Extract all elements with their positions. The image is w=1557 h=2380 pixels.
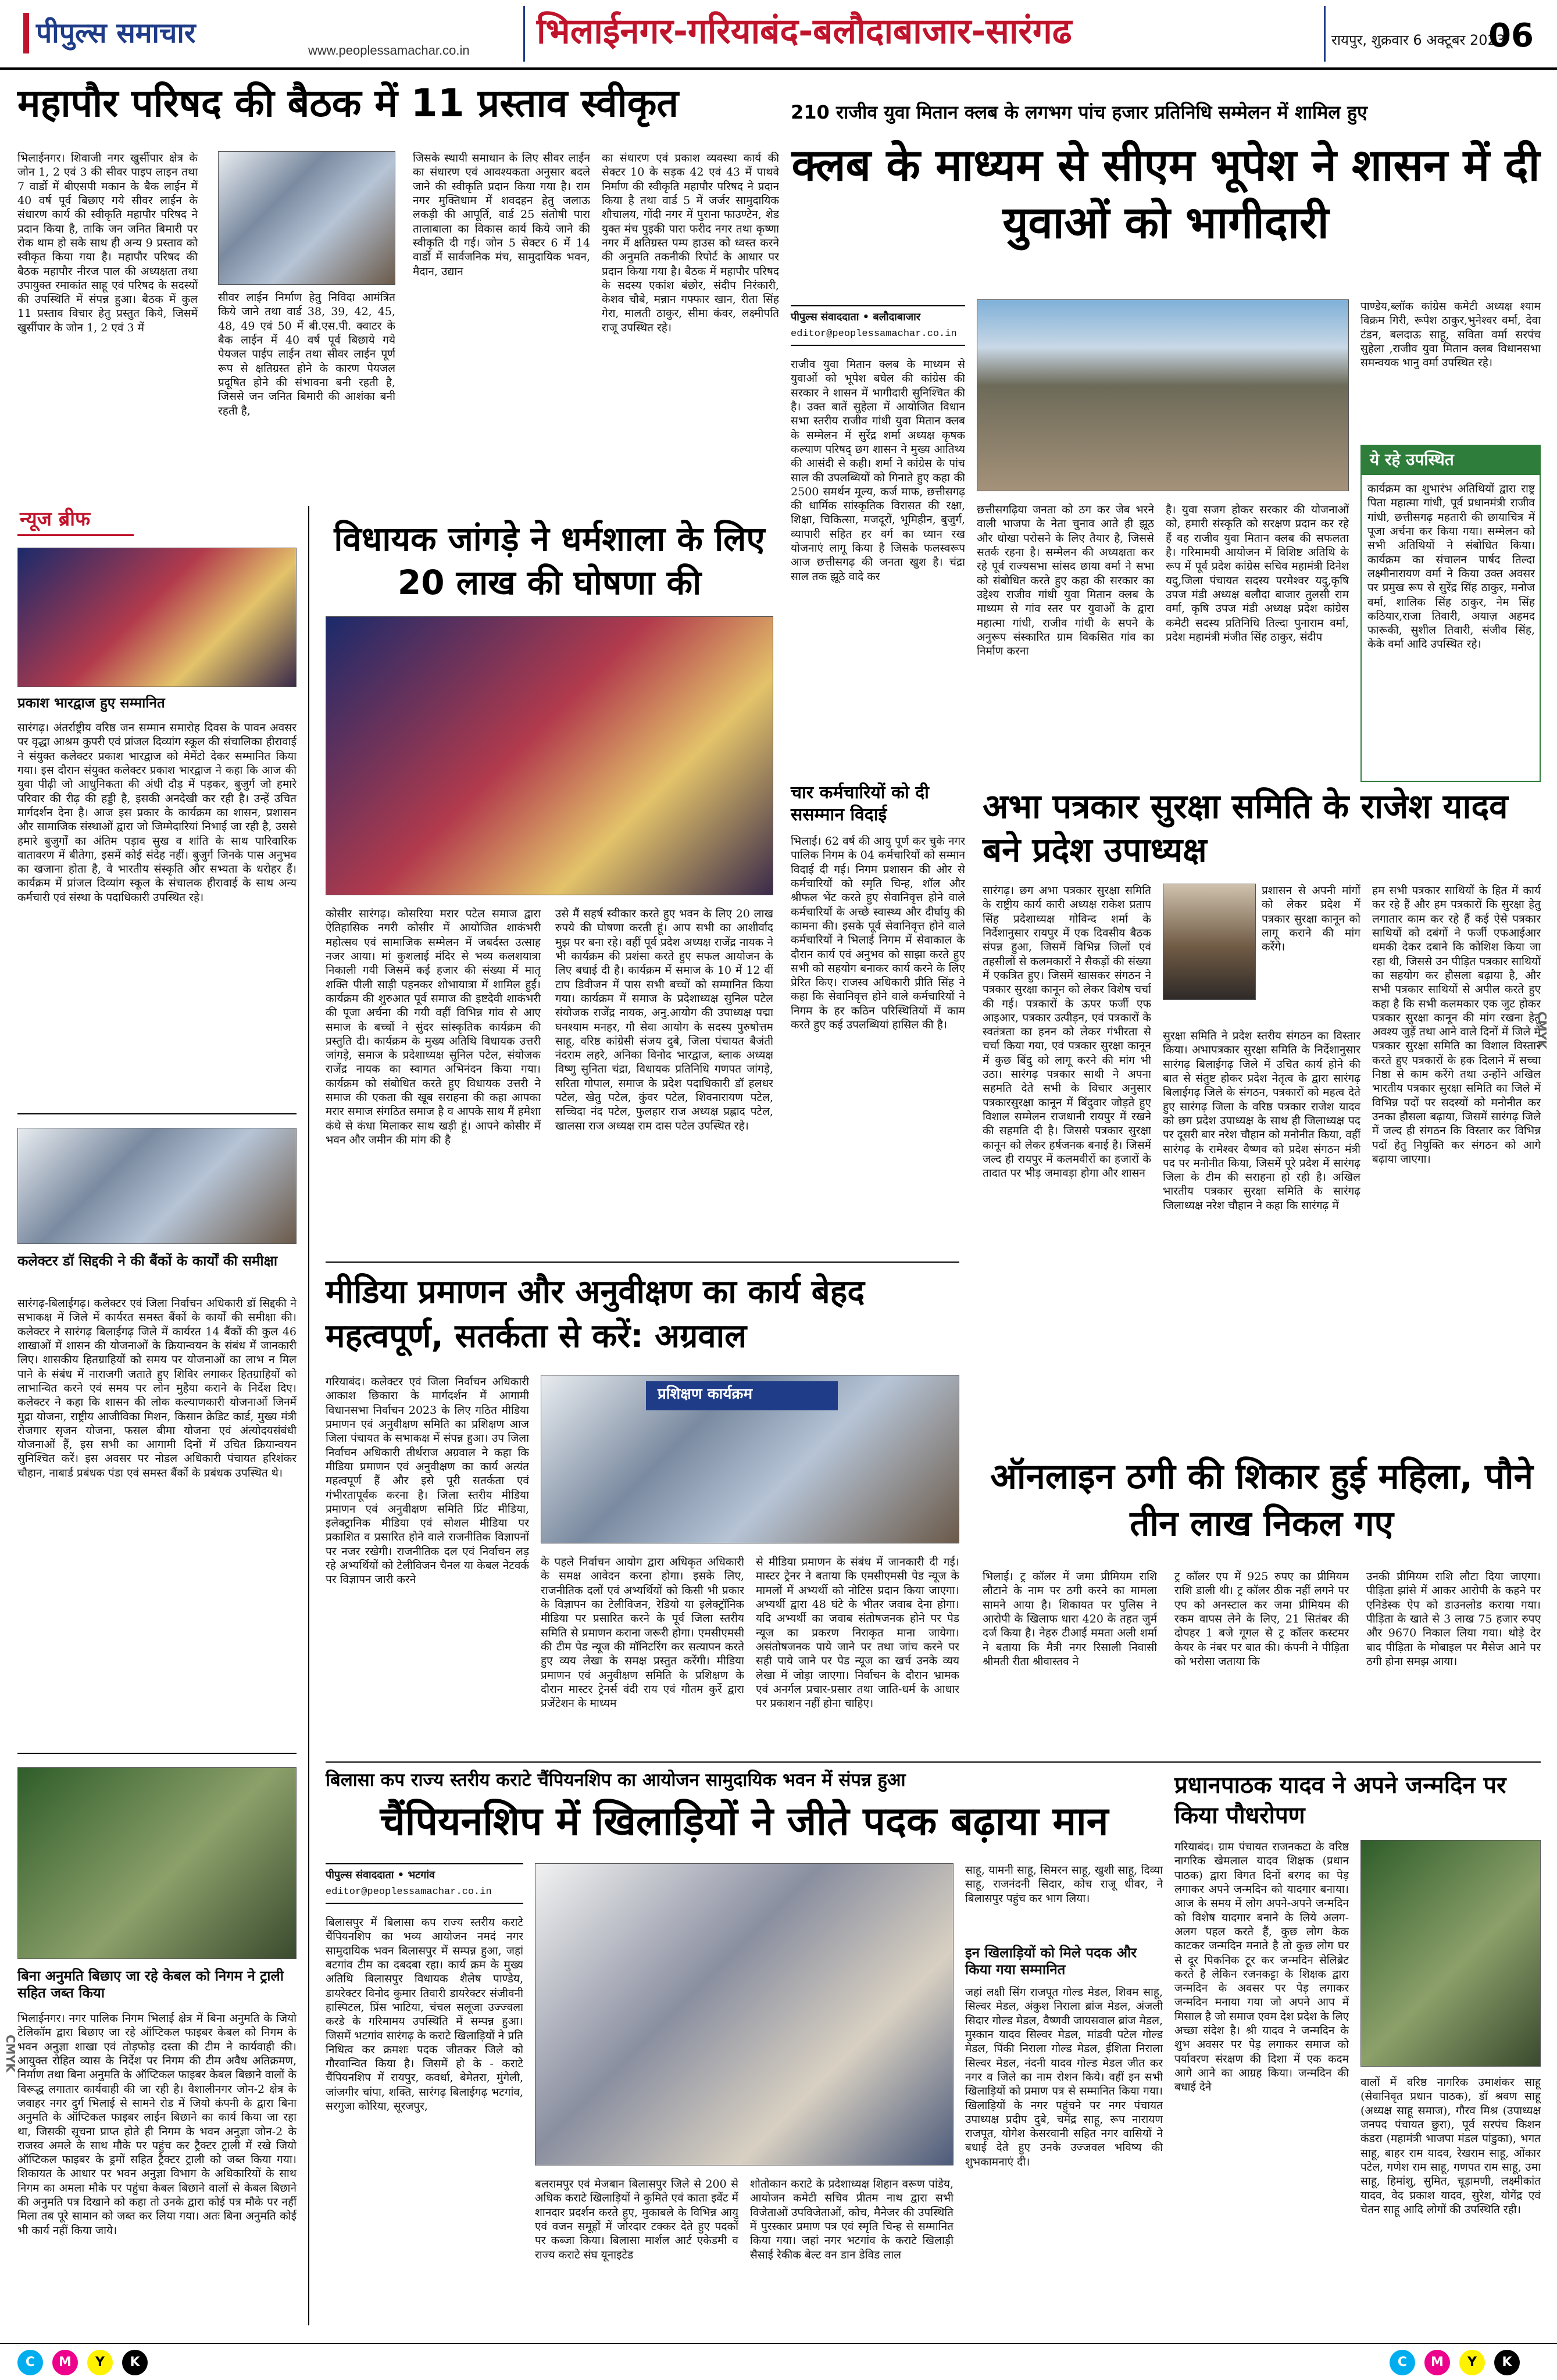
article-column: पाण्डेय,ब्लॉक कांग्रेस कमेटी अध्यक्ष श्याम विक्रम गिरी, रूपेश ठाकुर,भुनेश्वर वर्मा, देवा टंडन, बलदाऊ साहू, सविता वर्मा सरपंच सुहेला ,राजीव युवा मितान क्लब विधानसभा समन्वयक भानु वर्मा उपस्थित रहे। xyxy=(1360,300,1541,370)
article-photo xyxy=(977,299,1349,491)
region-banner xyxy=(523,6,1326,62)
logo-text: पीपुल्स समाचार xyxy=(36,17,196,49)
article-column: के पहले निर्वाचन आयोग द्वारा अधिकृत अधिकारी के समक्ष आवेदन करना होगा। इसके लिए, राजनीतिक दलों एवं अभ्यर्थियों को किसी भी प्रकार के विज्ञापन का टेलीविजन, रेडियो या इलेक्ट्रॉनिक मीडिया पर प्रसारित करने के पूर्व जिला स्तरीय समिति से प्रमाणन कराना जरूरी होगा। एमसीएमसी की टीम पेड न्यूज की मॉनिटरिंग कर सत्यापन करते हुए व्यय लेखा के समक्ष प्रस्तुत करेंगी। मीडिया प्रमाणन एवं अनुवीक्षण समिति के प्रशिक्षण के दौरान मास्टर ट्रेनर्स वंदी राय एवं गौतम कुर्रे द्वारा प्रजेंटेशन के माध्यम xyxy=(541,1556,744,1710)
article-column: प्रशासन से अपनी मांगों को लेकर प्रदेश में पत्रकार सुरक्षा कानून को लागू कराने की मांग करेंगे। xyxy=(1262,884,1360,954)
article-column: का संधारण एवं प्रकाश व्यवस्था कार्य की सेक्टर 10 के सड़क 42 एवं 43 में पाथवे निर्माण की स्वीकृति महापौर परिषद ने प्रदान किया है तथा वार्ड 5 में जर्जर सामुदायिक शौचालय, गोंदी नगर में पुराना फाउण्टेन, शेड युक्त मंच पुइकी पारा फरीद नगर तथा कृष्णा नगर में क्षतिग्रस्त पम्प हाउस को ध्वस्त करने की अनुमति तकनीकी रिपोर्ट के आधार पर प्रदान किया गया है। बैठक में महापौर परिषद के सदस्य एकांश बंछोर, संदीप निरंकारी, केशव चौबे, मन्नान गफ्फार खान, रीता सिंह गेरा, मालती ठाकुर, सीमा कंवर, लक्ष्मीपति राजू उपस्थित रहे। xyxy=(602,152,779,334)
article-column: सारंगढ़। छग अभा पत्रकार सुरक्षा समिति के राष्ट्रीय कार्य कारी अध्यक्ष राकेश प्रताप सिंह प्रदेशाध्यक्ष गोविन्द शर्मा के निर्देशानुसार रायपुर में एक दिवसीय बैठक संपन्न हुआ, जिसमें विभिन्न जिलों एवं तहसीलों से कलमकारों ने सैकड़ों की संख्या में एकत्रित हुए। जिसमें खासकर संगठन ने पत्रकार सुरक्षा कानून को लेकर विशेष चर्चा की गई। पत्रकारों के ऊपर फर्जी एफ आइआर, पत्रकार उत्पीड़न, एवं पत्रकारों के स्वतंत्रता का हनन को लेकर गंभीरता से चर्चा किया गया, एवं पत्रकार सुरक्षा कानून में कुछ बिंदु को लागू करने की मांग भी उठा। सारंगढ़ पत्रकार साथी ने अपना सहमति देते सभी के विचार अनुसार पत्रकारसुरक्षा कानून में बिंदुवार जोड़ते हुए विशाल सम्मेलन राजधानी रायपुर में रखने की सहमति दी है। जिससे पत्रकार सुरक्षा कानून को लेकर हर्षजनक बनाई है। जिसमें जल्द ही रायपुर में कलमवीरों का हजारों के तादात पर भीड़ जमावड़ा होगा और शासन xyxy=(983,884,1151,1180)
article-column: उसे मैं सहर्ष स्वीकार करते हुए भवन के लिए 20 लाख रुपये की घोषणा करती हूं। आप सभी का आशीर्वाद मुझ पर बना रहे। वहीं पूर्व प्रदेश अध्यक्ष राजेंद्र नायक ने भी कार्यक्रम की प्रशंसा करते हुए सफल आयोजन के लिए बधाई दी है। कार्यक्रम में समाज के 10 में 12 वीं टाप डिवीजन में पास सभी बच्चों को सम्मानित किया गया। कार्यक्रम में समाज के प्रदेशाध्यक्ष सुनिल पटेल संयोजक राजेंद्र नायक, अनु.आयोग की उपाध्यक्ष पद्मा घनश्याम मनहर, गौ सेवा आयोग के सदस्य पुरुषोत्तम साहू, वरिष्ठ कांग्रेसी संजय दुबे, जिला पंचायत बैजंती नंदराम लहरे, अनिका विनोद भारद्वाज, ब्लाक अध्यक्ष विष्णु सुनिता चंद्रा, विधायक प्रतिनिधि गणपत जांगड़े, सरिता गोपाल, समाज के प्रदेश पदाधिकारी डॉ हलधर पटेल, खेतु पटेल, कुंवर पटेल, शिवनारायण पटेल, सच्चिदा नंद पटेल, फुलहार राज अध्यक्ष प्रह्लाद पटेल, खालसा राज अध्यक्ष राम दास पटेल उपस्थित रहे। xyxy=(555,907,773,1132)
byline-email: editor@peoplessamachar.co.in xyxy=(791,328,957,340)
headline: चार कर्मचारियों को दी ससम्मान विदाई xyxy=(791,782,929,825)
yellow-swatch: Y xyxy=(1459,2350,1485,2375)
attendees-box-text: कार्यक्रम का शुभारंभ अतिथियों द्वारा राष्ट्र पिता महात्मा गांधी, पूर्व प्रधानमंत्री राजीव गांधी, छत्तीसगढ़ महतारी की छायाचित्र में पूजा अर्चना कर किया गया। सम्मेलन को सभी अतिथियों ने संबोधित किया। कार्यक्रम का संचालन पार्षद तिल्दा लक्ष्मीनारायण वर्मा ने किया उक्त अवसर पर प्रमुख रूप से सुरेंद्र सिंह ठाकुर, मनोज वर्मा, शालिक सिंह ठाकुर, नेम सिंह कठियार,राजा तिवारी, अयाज़ अहमद फारूकी, सुशील तिवारी, संजीव सिंह, केके वर्मा आदि उपस्थित रहे। xyxy=(1367,483,1535,651)
article-column: बलरामपुर एवं मेजबान बिलासपुर जिले से 200 से अधिक कराटे खिलाड़ियों ने कुमिते एवं काता इवेंट में शानदार प्रदर्शन करते हुए, मुकाबले के विभिन्न आयु एवं वजन समूहों में जोरदार टक्कर देते हुए पदकों पर कब्जा किया। बिलासा मार्शल आर्ट एकेडमी व राज्य कराटे संघ यूनाइटेड xyxy=(535,2178,738,2261)
attendees-box-title: ये रहे उपस्थित xyxy=(1370,450,1454,469)
attendees-box xyxy=(1360,445,1541,782)
article-photo xyxy=(326,616,773,895)
article-column: है। युवा सजग होकर सरकार की योजनाओं को, हमारी संस्कृति को सरक्षण प्रदान कर रहे हैं वह राजीव युवा मितान क्लब की सफलता है। गरिमामयी आयोजन में विशिष्ट अतिथि के रूप में पूर्व प्रदेश कांग्रेस सचिव महामंत्री दिनेश यदु,जिला पंचायत सदस्य परमेश्वर यदु,कृषि उपज मंडी अध्यक्ष बलौदा बाजार तुलसी राम वर्मा, कृषि उपज मंडी अध्यक्ष प्रदेश कांग्रेस कमेटी सदस्य प्रतिनिधि तिल्दा पुनाराम वर्मा, प्रदेश महामंत्री मंजीत सिंह ठाकुर, संदीप xyxy=(1166,503,1349,644)
article-column: शोतोकान कराटे के प्रदेशाध्यक्ष शिहान वरूण पांडेय, आयोजन कमेटी सचिव प्रीतम नाथ द्वारा सभी विजेताओं उपविजेताओं, कोच, मैनेजर की उपस्थिति में पुरस्कार प्रमाण पत्र एवं स्मृति चिन्ह से सम्मानित किया गया। जहां नगर भटगांव के कराटे खिलाड़ी सैसाई रेकीक बेल्ट वन डान डेविड लाल xyxy=(750,2178,954,2261)
logo xyxy=(23,10,279,57)
article-column: राजीव युवा मितान क्लब के माध्यम से युवाओं को भूपेश बघेल की कांग्रेस की सरकार ने शासन में भागीदारी सुनिश्चित की है। उक्त बातें सुहेला में आयोजित विधान सभा स्तरीय राजीव गांधी युवा मितान क्लब के सम्मेलन में सुरेंद्र शर्मा अध्यक्ष कृषक कल्याण परिषद् छग शासन ने मुख्य आतिथ्य की आसंदी से कही। शर्मा ने कांग्रेस के पांच साल की उपलब्धियों को गिनाते हुए कहा की 2500 समर्थन मूल्य, कर्ज माफ, छत्तीसगढ़ की धार्मिक सांस्कृतिक विरासत की रक्षा, शिक्षा, चिकित्सा, मजदूरों, भूमिहीन, बुजुर्ग, व्यापारी सहित हर वर्ग का ध्यान रख योजनाएं लागू किया है जिसके फलस्वरूप आज छत्तीसगढ़ की जनता खुश है। चंद्रा साल तक झूठे वादे कर xyxy=(791,358,965,583)
photo-banner-text: प्रशिक्षण कार्यक्रम xyxy=(658,1385,752,1403)
article-mayor-council xyxy=(17,81,779,488)
logo-mark xyxy=(23,13,29,53)
news-brief-column xyxy=(17,506,297,2325)
article-column: कोसीर सारंगढ़। कोसरिया मरार पटेल समाज द्वारा ऐतिहासिक नगरी कोसीर में आयोजित शाकंभरी महोत्सव एवं सामाजिक सम्मेलन में जबर्दस्त उत्साह नजर आया। मां कुशलाई मंदिर से भव्य कलशयात्रा निकाली गयी जिसमें कई हजार की संख्या में मातृ शक्ति पीली साड़ी पहनकर शोभायात्रा में शामिल हुईं। कार्यक्रम की शुरुआत पूर्व समाज की इष्टदेवी शाकंभरी की पूजा अर्चना की गयी वहीं विभिन्न गांव से आए समाज के बच्चों ने सुंदर सांस्कृतिक कार्यक्रम की प्रस्तुति दी। कार्यक्रम के मुख्य अतिथि विधायक उत्तरी जांगड़े, समाज के प्रदेशाध्यक्ष सुनिल पटेल, संयोजक राजेंद्र नायक का स्वागत अभिनंदन किया गया। कार्यक्रम को संबोधित करते हुए विधायक उत्तरी ने समाज की एकता की खूब सराहना की कहा आपका मरार समाज संगठित समाज है व आपके साथ मैं हमेशा कंधे से कंधा मिलाकर साथ खड़ी हूं। आपने कोसीर में भवन और जमीन की मांग की है xyxy=(326,907,541,1146)
brief-title: बिना अनुमति बिछाए जा रहे केबल को निगम ने ट्राली सहित जब्त किया xyxy=(17,1968,284,2001)
brief-text: सारंगढ़-बिलाईगढ़। कलेक्टर एवं जिला निर्वाचन अधिकारी डॉ सिद्दकी ने सभाकक्ष में जिले में कार्यरत समस्त बैंकों के कार्यों की समीक्षा की। कलेक्टर ने सारंगढ़ बिलाईगढ़ जिले में कार्यरत 14 बैंकों की कुल 46 शाखाओं में शासन की योजनाओं के क्रियान्वयन के संबंध में जानकारी लिए। शासकीय हितग्राहियों को समय पर योजनाओं का लाभ न मिल पाने के संबंध में नाराजगी जताते हुए शिविर लगाकर हितग्राहियों को लाभान्वित करने एवं समय पर लोन मुहैया कराने के निर्देश दिए। कलेक्टर ने कहा कि शासन की लोक कल्याणकारी योजनाओं जिनमें मुद्रा योजना, राष्ट्रीय आजीविका मिशन, किसान क्रेडिट कार्ड, मुख्य मंत्री रोजगार सृजन योजना, फसल बीमा योजना एवं अंत्योदयसंबंधी योजनाओं हैं, इस सभी का आगामी दिनों में उचित क्रियान्वयन सुनिश्चित करें। इस अवसर पर नोडल अधिकारी पंचायत हरिशंकर चौहान, नाबार्ड प्रबंधक पंडा एवं समस्त बैंकों के प्रबंधक उपस्थित थे। xyxy=(17,1297,297,1480)
headline: ऑनलाइन ठगी की शिकार हुई महिला, पौने तीन लाख निकल गए xyxy=(990,1456,1533,1544)
photo-banner xyxy=(646,1381,838,1410)
article-photo xyxy=(1360,1840,1541,2067)
headline: क्लब के माध्यम से सीएम भूपेश ने शासन में दी युवाओं को भागीदारी xyxy=(791,139,1540,248)
headline: प्रधानपाठक यादव ने अपने जन्मदिन पर किया पौधरोपण xyxy=(1174,1772,1506,1829)
article-yuva-mitan xyxy=(791,102,1541,782)
brief-text: सारंगढ़। अंतर्राष्ट्रीय वरिष्ठ जन सम्मान समारोह दिवस के पावन अवसर पर वृद्धा आश्रम कुपरी एवं प्रांजल दिव्यांग स्कूल की संचालिका हीरावाई ने संयुक्त कलेक्टर प्रकाश भारद्वाज को मेमेंटो देकर सम्मानित किया गया। इस दौरान संयुक्त कलेक्टर प्रकाश भारद्वाज ने कहा कि आज की युवा पीढ़ी जो आधुनिकता की अंधी दौड़ में पड़कर, बुजुर्ग जो हमारे परिवार की रीढ़ की हड्डी है, इसकी अनदेखी कर रही है। उन्हें उचित मार्गदर्शन देना है। आज इस प्रकार के कार्यक्रम का शासन, प्रशासन और सामाजिक संस्थाओं द्वारा जो जिम्मेदारियां निभाई जा रही है, उससे हमारे बुजुर्गों का अंतिम पड़ाव सुख व शांति के साथ पारिवारिक वातावरण में बीतेगा, इसमें कोई संदेह नहीं। बुजुर्ग जिनके पास अनुभव का खजाना होता है, वे भारतीय संस्कृति और सभ्यता के धरोहर हैं। कार्यक्रम में प्रांजल दिव्यांग स्कूल के संचालक हीरावाई के साथ अन्य कर्मचारी एवं संस्था के पदाधिकारी उपस्थित रहे। xyxy=(17,721,297,904)
article-online-fraud xyxy=(983,1453,1541,1756)
article-tree-planting xyxy=(1174,1770,1541,2328)
article-column: उनकी प्रीमियम राशि लौटा दिया जाएगा। पीड़िता झांसे में आकर आरोपी के कहने पर एनिडेस्क ऐप को डाउनलोड कराया गया। पीड़िता के खाते से 3 लाख 75 हजार रुपए और 9670 निकाल लिया गया। थोड़े देर बाद पीड़िता के मोबाइल पर मैसेज आने पर ठगी होना समझ आया। xyxy=(1366,1570,1541,1668)
article-column: जिसके स्थायी समाधान के लिए सीवर लाईन का संधारण एवं आवश्यकता अनुसार बदले जाने की स्वीकृति प्रदान किया गया है। राम नगर मुक्तिधाम में शवदहन हेतु जलाऊ लकड़ी की आपूर्ति, वार्ड 25 संतोषी पारा तालाबाला का विकास कार्य किये जाने की स्वीकृति दी गई। जोन 5 सेक्टर 6 में 14 वार्डो में सार्वजनिक मंच, सामुदायिक भवन, मैदान, उद्यान xyxy=(413,152,590,278)
cmyk-group-left xyxy=(17,2350,169,2375)
news-brief-label xyxy=(17,506,134,536)
subheading: इन खिलाड़ियों को मिले पदक और किया गया सम्मानित xyxy=(965,1945,1137,1978)
byline-email: editor@peoplessamachar.co.in xyxy=(326,1886,492,1897)
yellow-swatch: Y xyxy=(87,2350,113,2375)
headline: महापौर परिषद की बैठक में 11 प्रस्ताव स्वीकृत xyxy=(17,81,679,126)
kicker: 210 राजीव युवा मितान क्लब के लगभग पांच हजार प्रतिनिधि सम्मेलन में शामिल हुए xyxy=(791,101,1367,123)
side-cmyk-right: CMYK xyxy=(1535,1012,1549,1049)
brief-title: कलेक्टर डॉ सिद्दकी ने की बैंकों के कार्यों की समीक्षा xyxy=(17,1253,278,1269)
headline: विधायक जांगड़े ने धर्मशाला के लिए 20 लाख की घोषणा की xyxy=(334,519,765,603)
article-column: वालों में वरिष्ठ नागरिक उमाशंकर साहू (सेवानिवृत प्रधान पाठक), डॉ श्रवण साहू (अध्यक्ष साहू समाज), गौरव मिश्र (उपाध्यक्ष जनपद पंचायत छुरा), पूर्व सरपंच किशन कंडरा (महामंत्री भाजपा मंडल पांडुका), भगत साहू, बाहर राम यादव, रेखराम साहू, ओंकार पटेल, गणेश राम साहू, गणपत राम साहू, उमा साहू, हिमांशु, सुमित, चूड़ामणी, लक्ष्मीकांत यादव, वेद प्रकाश यादव, सुरेश, योगेंद्र एवं चेतन साहू आदि लोगों की उपस्थिति रही। xyxy=(1360,2076,1541,2216)
brief-photo xyxy=(17,1767,297,1959)
byline-text: पीपुल्स संवाददाता • बलौदाबाजार xyxy=(791,311,921,323)
article-journalist xyxy=(983,785,1541,1442)
article-column: भिलाई। ट्र कॉलर में जमा प्रीमियम राशि लौटाने के नाम पर ठगी करने का मामला सामने आया है। शिकायत पर पुलिस ने आरोपी के खिलाफ धारा 420 के तहत जुर्म दर्ज किया है। नेहरु टीआई ममता अली शर्मा ने बताया कि मैत्री नगर रिसाली निवासी श्रीमती रीता श्रीवास्तव ने xyxy=(983,1570,1157,1668)
headline: चैंपियनशिप में खिलाड़ियों ने जीते पदक बढ़ाया मान xyxy=(380,1799,1109,1845)
article-dharmshala xyxy=(326,517,773,1256)
region-title: भिलाईनगर-गरियाबंद-बलौदाबाजार-सारंगढ xyxy=(537,11,1072,52)
site-url: www.peoplessamachar.co.in xyxy=(308,43,470,58)
black-swatch: K xyxy=(1494,2350,1520,2375)
article-column: सुरक्षा समिति ने प्रदेश स्तरीय संगठन का विस्तार किया। अभापत्रकार सुरक्षा समिति के निर्देशानुसार सारंगढ़ बिलाईगढ़ जिले में उचित कार्य होने की बात से संतुष्ट होकर प्रदेश नेतृत्व के द्वारा सारंगढ़ बिलाईगढ़ जिले के संगठन, पत्रकारों को महत्व देते हुए सारंगढ़ जिला के वरिष्ठ पत्रकार राजेश यादव को छग प्रदेश उपाध्यक्ष के साथ ही जिलाध्यक्ष पद पर दूसरी बार नरेश चौहान को मनोनीत किया, वहीं सारंगढ़ के रामेश्वर वैष्णव को प्रदेश संगठन मंत्री पद पर मनोनीत किया, जिसमें पूरे प्रदेश में सारंगढ़ जिला के टीम की सराहना हो रही है। अखिल भारतीय पत्रकार सुरक्षा समिति के सारंगढ़ जिलाध्यक्ष नरेश चौहान ने कहा कि सारंगढ़ में xyxy=(1163,1030,1360,1212)
article-column: छत्तीसगढ़िया जनता को ठग कर जेब भरने वाली भाजपा के नेता चुनाव आते ही झूठ और धोखा परोसने के लिए तैयार है, जिससे सतर्क रहना है। सम्मेलन की अध्यक्षता कर रहे पूर्व राज्यसभा सांसद छाया वर्मा ने सभा को संबोधित करते हुए कहा की सरकार का उद्देश्य राजीव गांधी युवा मितान क्लब के माध्यम से गांव स्तर पर युवाओं के द्वारा महात्मा गांधी, राजीव गांधी के सपने के अनुरूप संस्कारित ग्राम विकसित गांव का निर्माण करना xyxy=(977,503,1154,658)
cmyk-footer xyxy=(0,2343,1557,2380)
magenta-swatch: M xyxy=(1424,2350,1450,2375)
article-column: से मीडिया प्रमाणन के संबंध में जानकारी दी गई। मास्टर ट्रेनर ने बताया कि एमसीएमसी पेड न्यूज के मामलों में अभ्यर्थी को नोटिस प्रदान किया जाएगा। अभ्यर्थी द्वारा 48 घंटे के भीतर जवाब देना होगा। यदि अभ्यर्थी का जवाब संतोषजनक होने पर पेड न्यूज का प्रकरण निराकृत माना जायेगा। असंतोषजनक पाये जाने पर तथा जांच करने पर सही पाये जाने पर पेड न्यूज का खर्च उनके व्यय लेखा में जोड़ा जाएगा। निर्वाचन के दौरान भ्रामक एवं अनर्गल प्रचार-प्रसार तथा जाति-धर्म के आधार पर प्रकाशन नहीं होना चाहिए। xyxy=(756,1556,959,1710)
article-column: जहां लक्षी सिंग राजपूत गोल्ड मेडल, शिवम साहू, सिल्वर मेडल, अंकुश निराला ब्रांज मेडल, अंजली सिदार गोल्ड मेडल, वैष्णवी जायसवाल ब्रांज मेडल, मुस्कान यादव सिल्वर मेडल, मांडवी पटेल गोल्ड मेडल, पिंकी निराला गोल्ड मेडल, ईशिता निराला सिल्वर मेडल, नंदनी यादव गोल्ड मेडल जीत कर नगर व जिले का नाम रोशन किये। वहीं इन सभी खिलाड़ियों को प्रमाण पत्र से सम्मानित किया गया। खिलाड़ियों के नगर पहुंचने पर नगर पंचायत उपाध्यक्ष प्रदीप दुबे, चमेंद्र साहू, रूप नारायण राजपूत, योगेश केसरवानी सहित नगर वासियों ने बधाई देते हुए उनके उज्जवल भविष्य की शुभकामनाएं दी। xyxy=(965,1986,1163,2168)
divider xyxy=(17,1113,297,1114)
article-photo xyxy=(541,1375,959,1543)
byline xyxy=(326,1863,523,1904)
article-column: भिलाई। 62 वर्ष की आयु पूर्ण कर चुके नगर पालिक निगम के 04 कर्मचारियों को सम्मान विदाई दी गई। निगम प्रशासन की ओर से कर्मचारियों को स्मृति चिन्ह, शॉल और श्रीफल भेंट करते हुए सेवानिवृत्त होने वाले कर्मचारियों के अच्छे स्वास्थ्य और दीर्घायु की कामना की। इसके पूर्व सेवानिवृत्त होने वाले कर्मचारियों ने भिलाई निगम में सेवाकाल के दौरान कार्य एवं अनुभव को साझा करते हुए सभी को सहयोग बनाकर कार्य करने के लिए प्रेरित किए। राजस्व अधिकारी प्रीति सिंह ने कहा कि सेवानिवृत्त होने वाले कर्मचारियों ने निगम के हर कठिन परिस्थितियों में काम करते हुए कई उपलब्धियां हासिल की है। xyxy=(791,835,965,1032)
divider xyxy=(326,1262,959,1263)
article-photo xyxy=(535,1863,954,2165)
brief-photo xyxy=(17,548,297,687)
cmyk-group-right xyxy=(1390,2350,1541,2375)
headline: मीडिया प्रमाणन और अनुवीक्षण का कार्य बेहद महत्वपूर्ण, सतर्कता से करें: अग्रवाल xyxy=(326,1273,865,1355)
article-column: ट्र कॉलर एप में 925 रुपए का प्रीमियम राशि डाली थी। ट्र कॉलर ठीक नहीं लगने पर एप को अनस्टाल कर जमा प्रीमियम की रकम वापस लेने के लिए, 21 सितंबर की दोपहर 1 बजे गूगल से ट्र कॉलर कस्टमर केयर के नंबर पर बात की। कंपनी ने पीड़िता को भरोसा जताया कि xyxy=(1174,1570,1349,1668)
article-column: भिलाईनगर। शिवाजी नगर खुर्सीपार क्षेत्र के जोन 1, 2 एवं 3 की सीवर पाइप लाइन तथा 7 वार्डो में बीएसपी मकान के बैक लाईन में 40 वर्ष पूर्व बिछाए गये सीवर लाईन के संधारण कार्य की स्वीकृति महापौर परिषद ने प्रदान किया है, ताकि जन जनित बिमारी पर रोक थाम हो सके साथ ही अन्य 9 प्रस्ताव को स्वीकृत किया गया है। महापौर परिषद की बैठक महापौर नीरज पाल की अध्यक्षता तथा उपायुक्त रमाकांत साहू एवं परिषद के सदस्यों की उपस्थिति में संपन्न हुआ। बैठक में कुल 11 प्रस्ताव विचार हेतु प्रस्तुत किये, जिसमें खुर्सीपार के जोन 1, 2 एवं 3 में xyxy=(17,152,198,334)
article-karate xyxy=(326,1770,1163,2328)
article-retirement xyxy=(791,782,965,1276)
article-column: गरियाबंद। ग्राम पंचायत राजनकटा के वरिष्ठ नागरिक खेमलाल यादव शिक्षक (प्रधान पाठक) द्वारा विगत दिनों बरगद का पेड़ लगाकर अपने जन्मदिन को यादगार बनाया। आज के समय में लोग अपने-अपने जन्मदिन को विशेष यादगार बनाने के लिये अलग-अलग पहल करते हैं, कुछ लोग केक काटकर जन्मदिन मनाते है तो कुछ लोग घर से दूर पिकनिक टूर कर जन्मदिन सेलिब्रेट करते है लेकिन रजनकट्टा के शिक्षक द्वारा जन्मदिन के अवसर पर पेड़ लगाकर जन्मदिन मनाया गया जो अपने आप में मिसाल है जो समाज एवम देश प्रदेश के लिए अच्छा संदेश है। श्री यादव ने जन्मदिन के शुभ अवसर पर पेड़ लगाकर समाज को पर्यावरण संरक्षण की दिशा में एक कदम आगे आने का आग्रह किया। जन्मदिन की बधाई देने xyxy=(1174,1841,1349,2094)
side-cmyk-left: CMYK xyxy=(3,2035,17,2072)
black-swatch: K xyxy=(122,2350,148,2375)
issue-date: रायपुर, शुक्रवार 6 अक्टूबर 2023 xyxy=(1331,32,1506,48)
headline: अभा पत्रकार सुरक्षा समिति के राजेश यादव बने प्रदेश उपाध्यक्ष xyxy=(983,787,1508,870)
divider xyxy=(326,1761,1541,1763)
cyan-swatch: C xyxy=(17,2350,43,2375)
journalist-photo xyxy=(1163,884,1256,1000)
article-column: हम सभी पत्रकार साथियों के हित में कार्य कर रहे हैं और हम पत्रकारों कि सुरक्षा हेतु लगातार काम कर रहे हैं कई ऐसे पत्रकार साथियों को दबंगों ने फर्जी एफआईआर धमकी देकर दबाने कि कोशिश किया जा रहा थी, जिससे उन पीड़ित पत्रकार साथियों का सहयोग कर हौसला बढ़ाया है, और सभी पत्रकार साथियों से अपील करते हुए कहा है कि सभी कलमकार एक जुट होकर पत्रकार सुरक्षा कानून की मांग रखना हेतु अवश्य जुड़ें तथा आने वाले दिनों में जिले में पत्रकार सुरक्षा समिति का विशाल विस्तार करते हुए पत्रकारों के हक दिलाने में सच्चा निष्ठा से काम करेंगे तथा उन्होंने अखिल भारतीय पत्रकार सुरक्षा समिति का जिले में विभिन्न पदों पर सदस्यों को मनोनीत कर उनका हौसला बढ़ाया, जिसमें सारंगढ़ जिले में जल्द ही संगठन कि विस्तार कर विभिन्न पदों हेतु नियुक्ति कर संगठन को आगे बढ़ाया जाएगा। xyxy=(1372,884,1541,1166)
article-column: गरियाबंद। कलेक्टर एवं जिला निर्वाचन अधिकारी आकाश छिकारा के मार्गदर्शन में आगामी विधानसभा निर्वाचन 2023 के लिए गठित मीडिया प्रमाणन एवं अनुवीक्षण समिति का प्रशिक्षण आज जिला पंचायत के सभाकक्ष में संपन्न हुआ। उप जिला निर्वाचन अधिकारी तीर्थराज अग्रवाल ने कहा कि मीडिया प्रमाणन एवं अनुवीक्षण का कार्य अत्यंत महत्वपूर्ण हैं और इसे पूरी सतर्कता एवं गंभीरतापूर्वक करना है। जिला स्तरीय मीडिया प्रमाणन एवं अनुवीक्षण समिति प्रिंट मीडिया, इलेक्ट्रानिक मीडिया एवं सोशल मीडिया पर प्रकाशित व प्रसारित होने वाले राजनीतिक विज्ञापनों पर नजर रखेगी। राजनीतिक दल एवं निर्वाचन लड़ रहे अभ्यर्थियों को टेलीविजन चैनल या केबल नेटवर्क पर विज्ञापन जारी करने xyxy=(326,1375,529,1586)
cyan-swatch: C xyxy=(1390,2350,1415,2375)
masthead xyxy=(0,0,1557,70)
byline xyxy=(791,305,965,346)
column-divider xyxy=(308,506,309,2325)
brief-photo xyxy=(17,1128,297,1244)
article-column: बिलासपुर में बिलासा कप राज्य स्तरीय कराटे चैंपियनशिप का भव्य आयोजन नमदं नगर सामुदायिक भवन बिलासपुर में सम्पन्न हुआ, जहां बटगांव टीम का दबदबा रहा। कार्य क्रम के मुख्य अतिथि बिलासपुर विधायक शैलेष पाण्डेय, डायरेक्टर विनोद कुमार तिवारी डायरेक्टर संजीवनी हास्पिटल, प्रिंस भाटिया, चंचल सलूजा उज्ज्वला करडे के गरिमामय उपस्थिति में सम्पन्न हुआ। जिसमें भटगांव सारंगढ़ के कराटे खिलाड़ियों ने प्रति निधित्व कर क्रमशः पदक जीतकर जिले को गौरवान्वित किया है। जिसमें हो के - कराटे चैंपियनशिप में रायपुर, कवर्धा, बेमेतरा, मुंगेली, जांजगीर चांपा, शक्ति, सारंगढ़ बिलाईगढ़ भटगांव, सरगुजा कोरिया, सूरजपुर, xyxy=(326,1916,523,2113)
divider xyxy=(17,1753,297,1754)
attendees-box-header xyxy=(1362,446,1540,475)
article-column: सीवर लाईन निर्माण हेतु निविदा आमंत्रित किये जाने तथा वार्ड 38, 39, 42, 45, 48, 49 एवं 50 में बी.एस.पी. क्वाटर के बैक लाईन में 40 वर्ष पूर्व बिछाये गये पेयजल पाईप लाईन तथा सीवर लाईन पूर्ण रूप से क्षतिग्रस्त होने के कारण पेयजल प्रदूषित होने की संभावना बनी रहती है, जिससे जन जनित बिमारी की आशंका बनी रहती है, xyxy=(218,291,395,417)
page-number: 06 xyxy=(1488,17,1534,55)
brief-text: भिलाईनगर। नगर पालिक निगम भिलाई क्षेत्र में बिना अनुमति के जियो टेलिकॉम द्वारा बिछाए जा रहे ऑप्टिकल फाइबर केबल को निगम के भवन अनुज्ञा शाखा एवं तोड़फोड़ दस्ता की टीम ने कार्यवाही की। आयुक्त रोहित व्यास के निर्देश पर निगम की टीम अवैध अतिक्रमण, निर्माण तथा बिना अनुमति के ऑप्टिकल फाइबर केबल बिछाने वालों के विरूद्ध लगातार कार्यवाही की जा रही है। वैशालीनगर जोन-2 क्षेत्र के जवाहर नगर दुर्ग भिलाई से सामने रोड में जियो कंपनी के द्वारा बिना अनुमति के ऑप्टिकल फाइबर लाईन बिछाने का कार्य किया जा रहा था, जिसकी सूचना प्राप्त होते ही निगम के भवन अनुज्ञा जोन-2 के राजस्व अमले के साथ मौके पर पहुंच कर ट्रैक्टर ट्राली में रखे जियो ऑप्टिकल फाइबर के ड्रमों सहित ट्रैक्टर ट्राली को जब्त किया गया। शिकायत के आधार पर भवन अनुज्ञा विभाग के अधिकारियों के साथ निगम का अमला मौके पर पहुंचा केबल बिछाने वालों से केबल बिछाने की अनुमति पत्र दिखाने को कहा तो उनके द्वारा कोई पत्र मौके पर नहीं मिला तब पूरे सामान को जब्त कर लिया गया। अतः बिना अनुमति कोई भी कार्य नहीं किया जाये। xyxy=(17,2012,297,2237)
article-media-certification xyxy=(326,1270,959,1747)
article-photo xyxy=(218,151,395,285)
kicker: बिलासा कप राज्य स्तरीय कराटे चैंपियनशिप का आयोजन सामुदायिक भवन में संपन्न हुआ xyxy=(326,1770,906,1791)
brief-title: प्रकाश भारद्वाज हुए सम्मानित xyxy=(17,695,165,711)
byline-text: पीपुल्स संवाददाता • भटगांव xyxy=(326,1869,435,1881)
magenta-swatch: M xyxy=(52,2350,78,2375)
article-column: साहू, यामनी साहू, सिमरन साहू, खुशी साहू, दिव्या साहू, राजनंदनी सिदार, कोच राजू धीवर, ने बिलासपुर पहुंच कर भाग लिया। xyxy=(965,1864,1163,1905)
news-brief-title: न्यूज ब्रीफ xyxy=(20,508,91,531)
